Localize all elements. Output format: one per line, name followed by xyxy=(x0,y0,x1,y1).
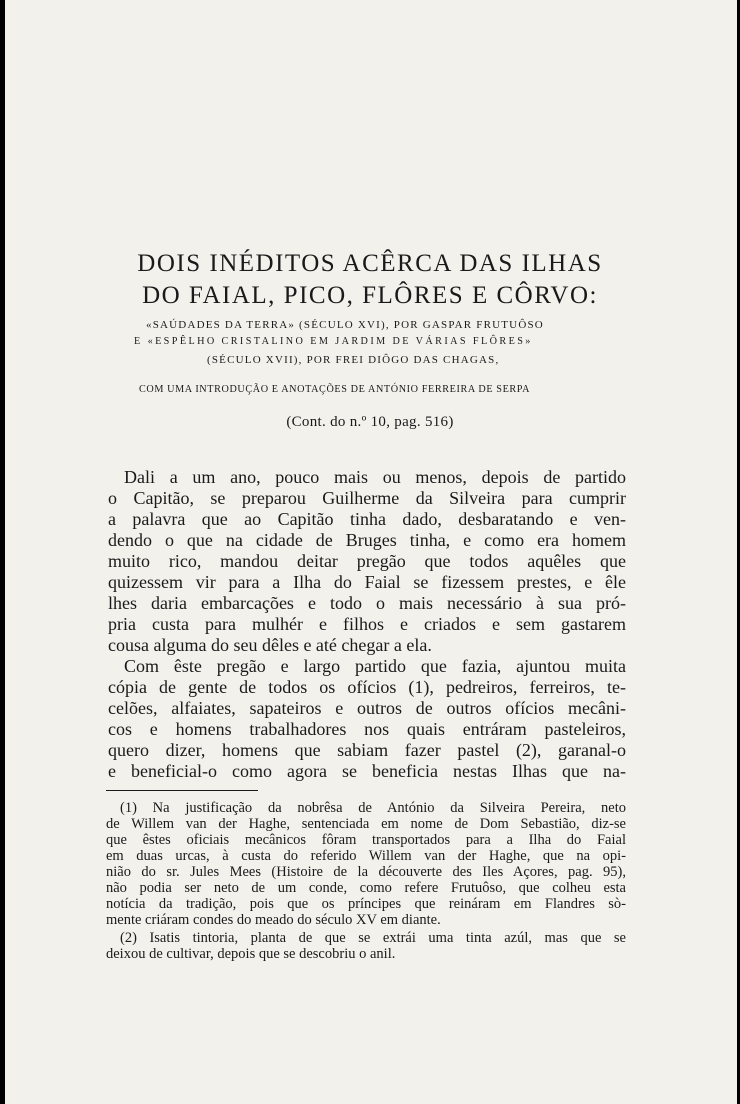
subtitle-line-1: «SAÚDADES DA TERRA» (SÉCULO XVI), POR GASPAR FRUTUÔSO xyxy=(146,319,544,331)
footnote-line: (1) Na justificação da nobrêsa de António da Silveira Pereira, neto xyxy=(120,800,626,816)
body-line: celões, alfaiates, sapateiros e outros de outros ofícios mecâni- xyxy=(108,698,626,718)
footnote-line: nião do sr. Jules Mees (Histoire de la découverte des Iles Açores, pag. 95), xyxy=(106,864,626,880)
footnote-line: em duas urcas, à custa do referido Willem van der Haghe, que na opi- xyxy=(106,848,626,864)
footnote-line: de Willem van der Haghe, sentenciada em nome de Dom Sebastião, diz-se xyxy=(106,816,626,832)
footnote-separator xyxy=(106,790,258,791)
body-line: cousa alguma do seu dêles e até chegar a ela. xyxy=(108,635,432,655)
subtitle-line-2: E «ESPÊLHO CRISTALINO EM JARDIM DE VÁRIAS FLÔRES» xyxy=(134,336,533,347)
body-line: quero dizer, homens que sabiam fazer pastel (2), garanal-o xyxy=(108,740,626,760)
body-line: dendo o que na cidade de Bruges tinha, e como era homem xyxy=(108,530,626,550)
title-line-2: DO FAIAL, PICO, FLÔRES E CÔRVO: xyxy=(142,282,598,309)
continuation-note: (Cont. do n.º 10, pag. 516) xyxy=(286,414,454,430)
body-line: o Capitão, se preparou Guilherme da Silveira para cumprir xyxy=(108,488,626,508)
subtitle-line-4: COM UMA INTRODUÇÃO E ANOTAÇÕES DE ANTÓNIO FERREIRA DE SERPA xyxy=(139,384,531,395)
body-line: quizessem vir para a Ilha do Faial se fizessem prestes, e êle xyxy=(108,572,626,592)
body-line: cópia de gente de todos os ofícios (1), pedreiros, ferreiros, te- xyxy=(108,677,626,697)
title-line-1: DOIS INÉDITOS ACÊRCA DAS ILHAS xyxy=(137,250,603,277)
footnote-line: (2) Isatis tintoria, planta de que se extrái uma tinta azúl, mas que se xyxy=(120,930,626,946)
body-line: pria custa para mulhér e filhos e criados e sem gastarem xyxy=(108,614,626,634)
body-line: a palavra que ao Capitão tinha dado, desbaratando e ven- xyxy=(108,509,626,529)
body-line: e beneficial-o como agora se beneficia nestas Ilhas que na- xyxy=(108,761,626,781)
footnote-line: que êstes oficiais mecânicos fôram transportados para a Ilha do Faial xyxy=(106,832,626,848)
footnote-line: deixou de cultivar, depois que se descobriu o anil. xyxy=(106,946,396,962)
body-line: lhes daria embarcações e todo o mais necessário à sua pró- xyxy=(108,593,626,613)
body-line: Com êste pregão e largo partido que fazia, ajuntou muita xyxy=(124,656,626,676)
footnote-line: mente criáram condes do meado do século XV em diante. xyxy=(106,912,441,928)
subtitle-line-3: (SÉCULO XVII), POR FREI DIÔGO DAS CHAGAS, xyxy=(207,354,500,366)
body-line: Dali a um ano, pouco mais ou menos, depois de partido xyxy=(124,467,626,487)
footnote-line: notícia da tradição, pois que os príncipes que reináram em Flandres sò- xyxy=(106,896,626,912)
footnote-line: não podia ser neto de um conde, como refere Frutuôso, que colheu esta xyxy=(106,880,626,896)
body-line: cos e homens trabalhadores nos quais entráram pasteleiros, xyxy=(108,719,626,739)
body-line: muito rico, mandou deitar pregão que todos aquêles que xyxy=(108,551,626,571)
